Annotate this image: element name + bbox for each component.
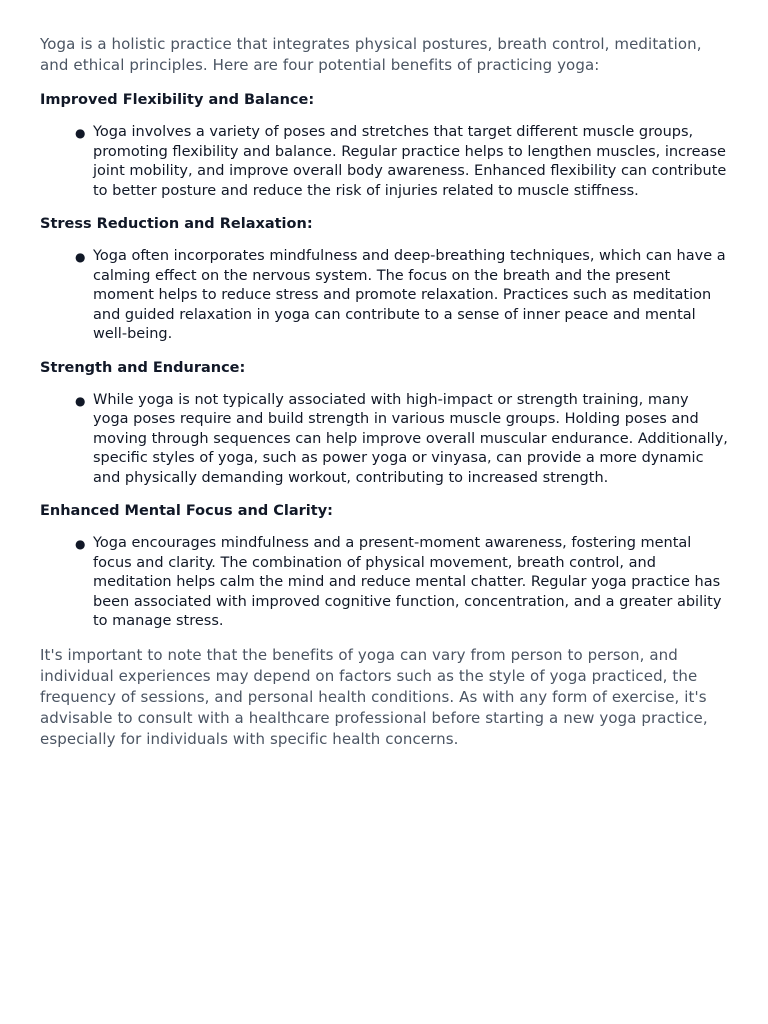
bullet-list bbox=[40, 534, 728, 632]
bullet-list bbox=[40, 391, 728, 489]
bullet-dot-icon: ● bbox=[75, 537, 86, 551]
bullet-list bbox=[40, 247, 728, 345]
section-flexibility bbox=[40, 90, 728, 201]
list-item bbox=[75, 247, 728, 345]
section-heading: Improved Flexibility and Balance: bbox=[40, 92, 315, 108]
bullet-list bbox=[40, 123, 728, 201]
list-item-text: Yoga often incorporates mindfulness and deep-breathing techniques, which can have a calming effect on the nervous system. The focus on the breath and the present moment helps to reduce stress and promote relaxation. Practices such as meditation and guided relaxation in yoga can contribute to a sense of inner peace and mental well-being. bbox=[93, 248, 726, 342]
section-heading: Strength and Endurance: bbox=[40, 359, 246, 376]
list-item-text: Yoga involves a variety of poses and stretches that target different muscle groups, promoting flexibility and balance. Regular practice helps to lengthen muscles, increase joint mobility, and improve overall body awareness. Enhanced flexibility can contribute to better posture and reduce the risk of injuries related to muscle stiffness. bbox=[93, 124, 727, 199]
list-item-text: Yoga encourages mindfulness and a present-moment awareness, fostering mental focus and clarity. The combination of physical movement, breath control, and meditation helps calm the mind and reduce mental chatter. Regular yoga practice has been associated with improved cognitive function, concentration, and a greater ability to manage stress. bbox=[93, 535, 722, 629]
bullet-dot-icon: ● bbox=[75, 250, 86, 264]
intro-paragraph: Yoga is a holistic practice that integrates physical postures, breath control, meditation, and ethical principles. Here are four potential benefits of practicing yoga: bbox=[40, 35, 702, 74]
list-item bbox=[75, 123, 728, 201]
section-heading: Stress Reduction and Relaxation: bbox=[40, 216, 313, 232]
list-item bbox=[75, 534, 728, 632]
list-item bbox=[75, 391, 728, 489]
list-item-text: While yoga is not typically associated with high-impact or strength training, many yoga poses require and build strength in various muscle groups. Holding poses and moving through sequences can help improve overall muscular endurance. Additionally, specific styles of yoga, such as power yoga or vinyasa, can provide a more dynamic and physically demanding workout, contributing to increased strength. bbox=[93, 391, 728, 486]
section-heading: Enhanced Mental Focus and Clarity: bbox=[40, 503, 333, 519]
section-focus bbox=[40, 501, 728, 632]
section-stress bbox=[40, 214, 728, 345]
bullet-dot-icon: ● bbox=[75, 126, 86, 140]
section-strength bbox=[40, 358, 728, 489]
bullet-dot-icon: ● bbox=[75, 393, 86, 408]
closing-paragraph: It's important to note that the benefits of yoga can vary from person to person, and individual experiences may depend on factors such as the style of yoga practiced, the frequency of sessions, and personal health conditions. As with any form of exercise, it's advisable to consult with a healthcare professional before starting a new yoga practice, especially for individuals with specific health concerns. bbox=[40, 645, 708, 748]
